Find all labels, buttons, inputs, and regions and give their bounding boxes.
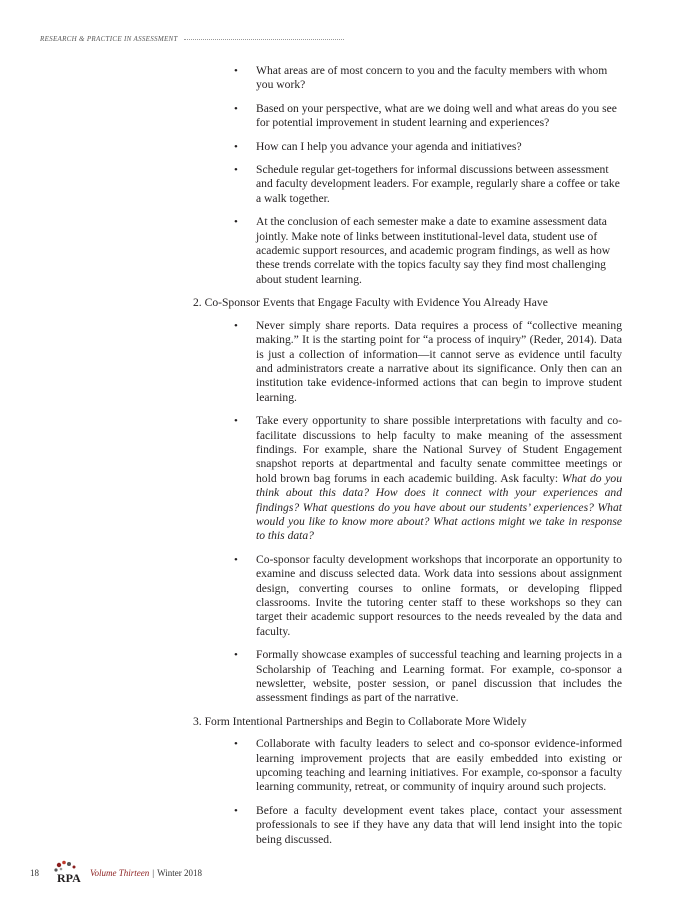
list-item <box>234 414 622 544</box>
volume-label: Volume Thirteen <box>90 868 150 878</box>
list-item <box>234 318 622 405</box>
list-item <box>234 139 622 154</box>
list-item <box>234 215 622 287</box>
bullet-icon: • <box>234 319 238 332</box>
bullet-icon: • <box>234 164 238 177</box>
list-item-text: How can I help you advance your agenda and initiatives? <box>256 139 522 153</box>
footer-separator: | <box>152 868 155 878</box>
list-item-text: At the conclusion of each semester make a date to examine assessment data jointly. Make note of links between institutional-level data, student use of academic support resources, and academic program findings, as well as how these trends correlate with the topics faculty say they find most challenging about student learning. <box>256 215 611 286</box>
svg-text:RPA: RPA <box>57 871 81 885</box>
list-item-text: Co-sponsor faculty development workshops that incorporate an opportunity to examine and discuss selected data. Work data into sessions about assignment design, converting courses to online formats, or developing flipped classrooms. Invite the tutoring center staff to these workshops so they can target their academic support resources to the needs revealed by the data and faculty. <box>256 552 622 638</box>
list-item <box>234 803 622 847</box>
list-item <box>234 163 622 206</box>
list-item-text: Collaborate with faculty leaders to select and co-sponsor evidence-informed learning improvement projects that are easily embedded into existing or upcoming teaching and learning initiatives. For example, co-sponsor a faculty learning community, retreat, or community of inquiry around such projects. <box>256 737 622 794</box>
running-head-title: RESEARCH & PRACTICE IN ASSESSMENT <box>40 35 178 43</box>
list-item <box>234 648 622 706</box>
bullet-icon: • <box>234 804 238 817</box>
bullet-icon: • <box>234 738 238 751</box>
bullet-icon: • <box>234 216 238 229</box>
bullet-icon: • <box>234 102 238 115</box>
rpa-logo-icon <box>50 859 84 887</box>
section2-list <box>0 319 700 706</box>
bullet-icon: • <box>234 65 238 77</box>
issue-season: Winter 2018 <box>157 868 202 878</box>
list-item-text: Schedule regular get-togethers for informal discussions between assessment and faculty development leaders. For example, regularly share a coffee or take a walk together. <box>256 163 620 205</box>
list-item <box>234 64 622 93</box>
list-item-text: Never simply share reports. Data requires a process of “collective meaning making.” It is the starting point for “a process of inquiry” (Reder, 2014). Data is just a collection of information—it cannot serve as evidence until faculty and administrators create a narrative about its significance. Only then can an institution take evidence-informed actions that can begin to improve student learning. <box>256 318 622 404</box>
list-item-text: What areas are of most concern to you and the faculty members with whom you work? <box>256 64 608 92</box>
bullet-icon: • <box>234 553 238 566</box>
list-item-text: Based on your perspective, what are we doing well and what areas do you see for potential improvement in student learning and experiences? <box>256 101 617 130</box>
list-item-text: Take every opportunity to share possible interpretations with faculty and co-facilitate discussions to help faculty to make meaning of the assessment findings. For example, share the National Survey of Student Engagement snapshot reports at departmental and faculty senate committee meetings or hold brown bag forums in each academic building. Ask faculty: <box>256 414 622 485</box>
list-item <box>234 737 622 795</box>
section-heading-3: 3. Form Intentional Partnerships and Begin to Collaborate More Widely <box>193 714 527 728</box>
section1-list <box>0 64 700 287</box>
list-item <box>234 101 622 131</box>
bullet-icon: • <box>234 415 238 428</box>
list-item <box>234 552 622 639</box>
section-heading-2: 2. Co-Sponsor Events that Engage Faculty with Evidence You Already Have <box>193 296 548 310</box>
list-item-text: Before a faculty development event takes place, contact your assessment professionals to see if they have any data that will lend insight into the topic being discussed. <box>256 803 622 846</box>
list-item-text: Formally showcase examples of successful teaching and learning projects in a Scholarship of Teaching and Learning format. For example, co-sponsor a newsletter, website, poster session, or panel discussion that includes the assessment findings as part of the narrative. <box>256 648 622 705</box>
bullet-icon: • <box>234 140 238 153</box>
page-number: 18 <box>30 868 39 878</box>
bullet-icon: • <box>234 649 238 662</box>
faculty-questions: What do you think about this data? How does it connect with your experiences and findings? What questions do you have about our students’ experiences? What would you like to know more about? What actions might we take in response to this data? <box>256 471 622 543</box>
page-footer <box>30 858 330 888</box>
section3-list <box>0 737 700 847</box>
